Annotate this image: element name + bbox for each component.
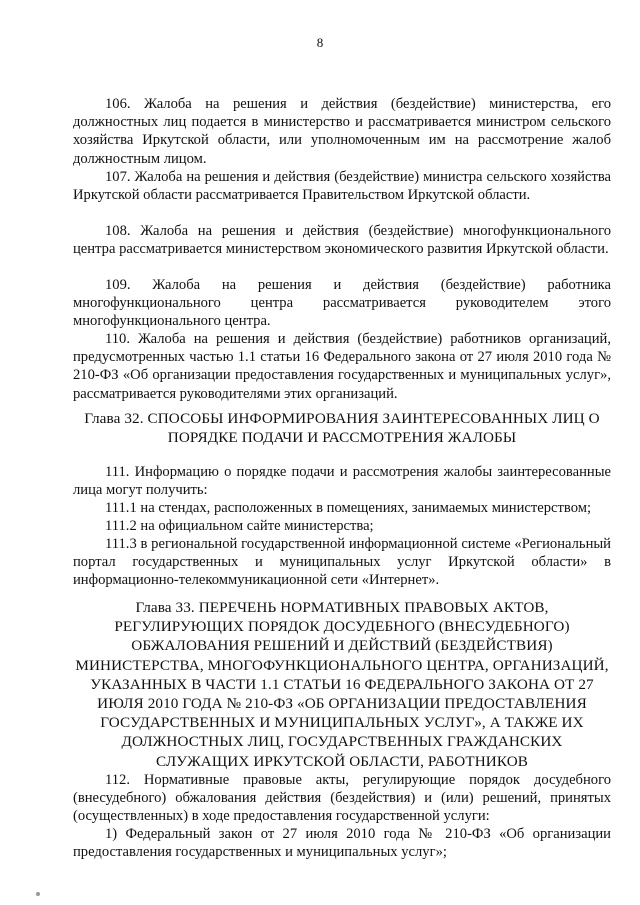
paragraph-108: 108. Жалоба на решения и действия (бездействие) многофункционального центра рассматривается министерством экономического развития Иркутской области. (73, 223, 611, 258)
paragraph-112-1: 1) Федеральный закон от 27 июля 2010 года № 210-ФЗ «Об организации предоставления государственных и муниципальных услуг»; (73, 826, 611, 861)
paragraph-107: 107. Жалоба на решения и действия (бездействие) министра сельского хозяйства Иркутской области рассматривается Правительством Иркутской области. (73, 169, 611, 204)
paragraph-112: 112. Нормативные правовые акты, регулирующие порядок досудебного (внесудебного) обжалования действия (бездействия) и (или) решений, принятых (осуществленных) в ходе предоставления государственной услуги: (73, 772, 611, 825)
paragraph-111-2: 111.2 на официальном сайте министерства; (105, 518, 374, 534)
paragraph-110: 110. Жалоба на решения и действия (бездействие) работников организаций, предусмотренных частью 1.1 статьи 16 Федерального закона от 27 июля 2010 года № 210-ФЗ «Об организации предоставления государственных и муниципальных услуг», рассматривается руководителями этих организаций. (73, 331, 611, 402)
page-number: 8 (316, 35, 324, 50)
paragraph-111: 111. Информацию о порядке подачи и рассмотрения жалобы заинтересованные лица могут получить: (73, 464, 611, 499)
paragraph-111-1: 111.1 на стендах, расположенных в помещениях, занимаемых министерством; (105, 500, 592, 516)
paragraph-111-3: 111.3 в региональной государственной информационной системе «Региональный портал государственных и муниципальных услуг Иркутской области» в информационно-телекоммуникационной сети «Интернет». (73, 536, 611, 589)
scan-artifact (36, 892, 40, 896)
chapter-32-heading: Глава 32. СПОСОБЫ ИНФОРМИРОВАНИЯ ЗАИНТЕРЕСОВАННЫХ ЛИЦ О ПОРЯДКЕ ПОДАЧИ И РАССМОТРЕНИЯ ЖАЛОБЫ (84, 410, 600, 447)
chapter-33-heading: Глава 33. ПЕРЕЧЕНЬ НОРМАТИВНЫХ ПРАВОВЫХ АКТОВ, РЕГУЛИРУЮЩИХ ПОРЯДОК ДОСУДЕБНОГО (ВНЕСУДЕБНОГО) ОБЖАЛОВАНИЯ РЕШЕНИЙ И ДЕЙСТВИЙ (БЕЗДЕЙСТВИЯ) МИНИСТЕРСТВА, МНОГОФУНКЦИОНАЛЬНОГО ЦЕНТРА, ОРГАНИЗАЦИЙ, УКАЗАННЫХ В ЧАСТИ 1.1 СТАТЬИ 16 ФЕДЕРАЛЬНОГО ЗАКОНА ОТ 27 ИЮЛЯ 2010 ГОДА № 210-ФЗ «ОБ ОРГАНИЗАЦИИ ПРЕДОСТАВЛЕНИЯ ГОСУДАРСТВЕННЫХ И МУНИЦИПАЛЬНЫХ УСЛУГ», А ТАКЖЕ ИХ ДОЛЖНОСТНЫХ ЛИЦ, ГОСУДАРСТВЕННЫХ ГРАЖДАНСКИХ СЛУЖАЩИХ ИРКУТСКОЙ ОБЛАСТИ, РАБОТНИКОВ (75, 599, 609, 770)
paragraph-106: 106. Жалоба на решения и действия (бездействие) министерства, его должностных лиц подается в министерство и рассматривается министром сельского хозяйства Иркутской области, или уполномоченным им на рассмотрение жалоб должностным лицом. (73, 96, 611, 167)
paragraph-109: 109. Жалоба на решения и действия (бездействие) работника многофункционального центра рассматривается руководителем этого многофункционального центра. (73, 277, 611, 330)
